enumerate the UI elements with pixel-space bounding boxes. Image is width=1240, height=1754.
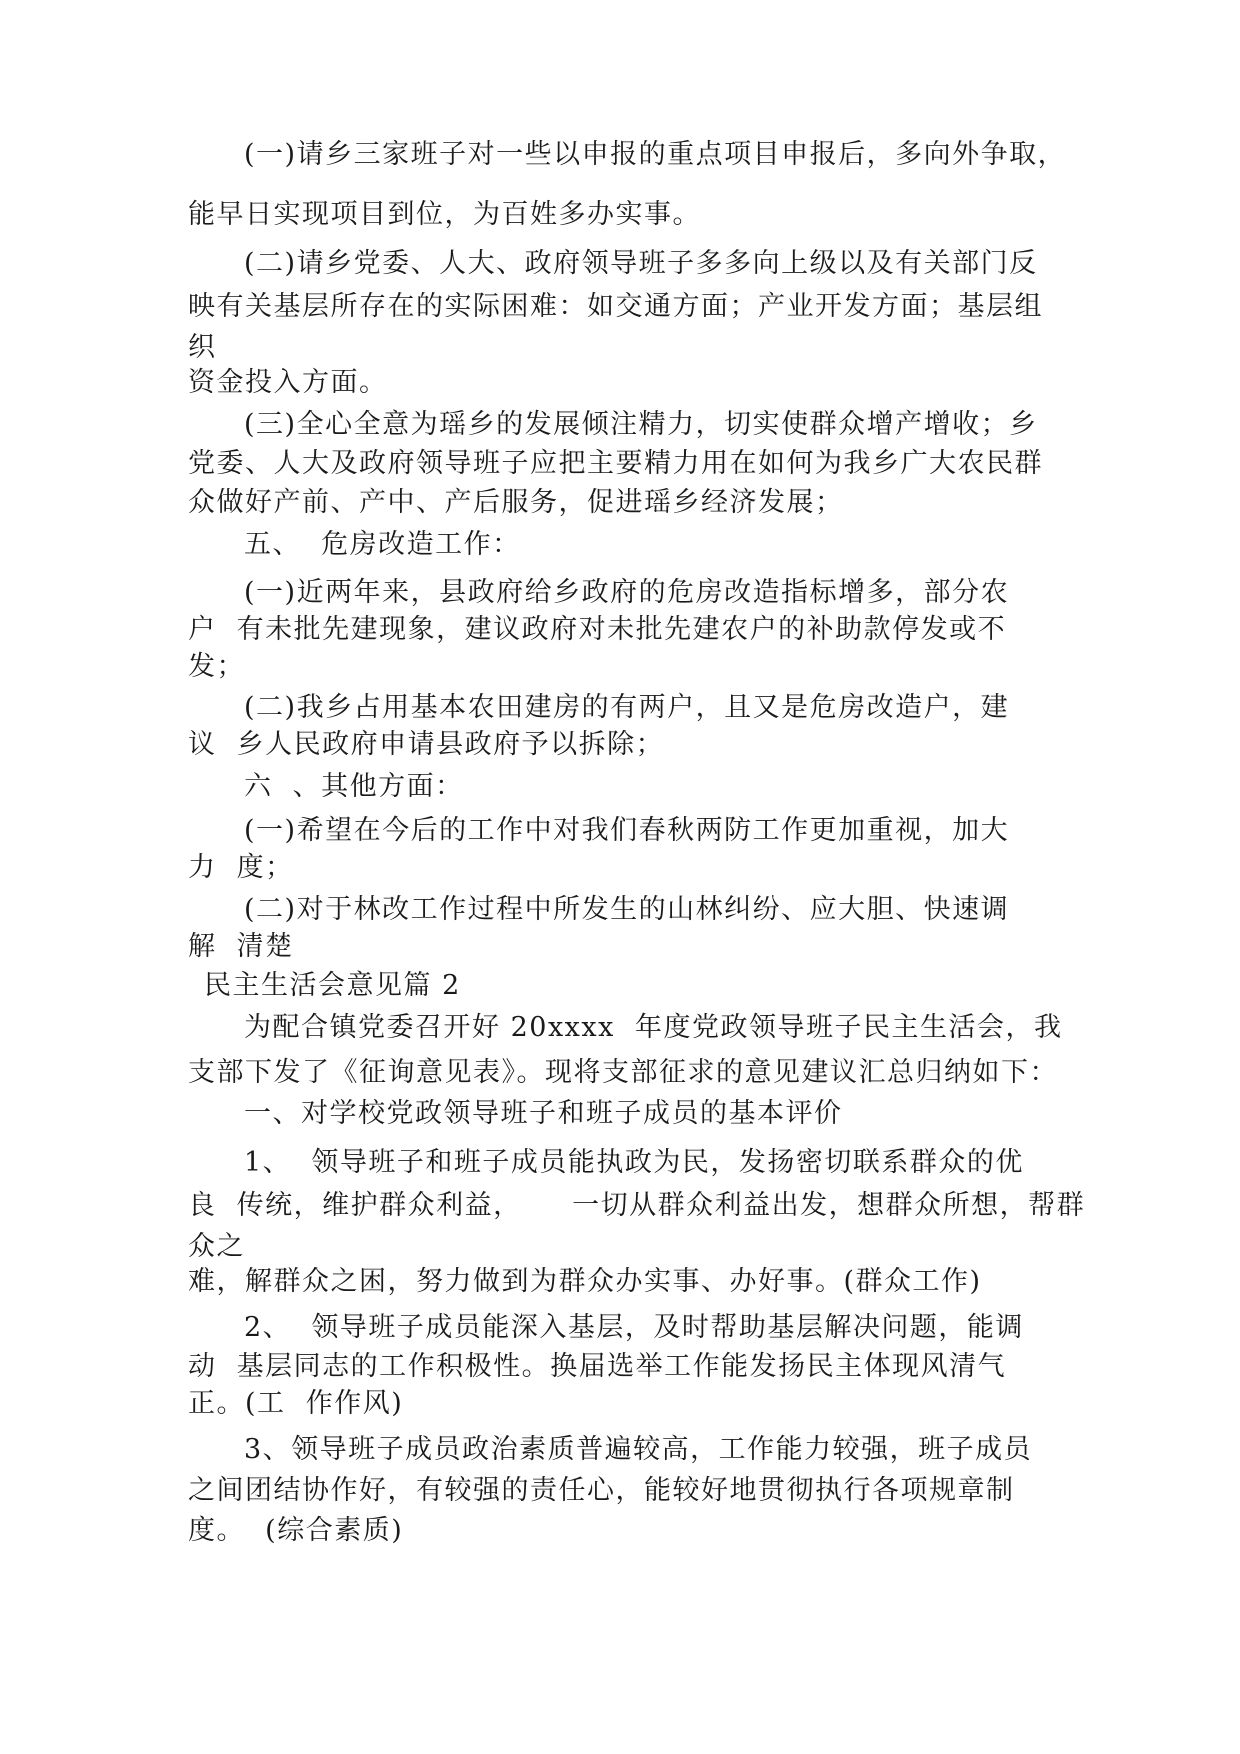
text-line: 3、领导班子成员政治素质普遍较高，工作能力较强，班子成员 bbox=[244, 1434, 1033, 1465]
text-line: 众做好产前、产中、产后服务，促进瑶乡经济发展； bbox=[188, 487, 844, 518]
text-line: 之间团结协作好，有较强的责任心，能较好地贯彻执行各项规章制 bbox=[188, 1475, 1015, 1506]
text-line: 良 传统，维护群众利益， 一切从群众利益出发，想群众所想，帮群 bbox=[188, 1190, 1086, 1221]
text-line: 解 清楚 bbox=[188, 931, 294, 962]
text-line: 力 度； bbox=[188, 852, 294, 883]
text-line: 2、 领导班子成员能深入基层，及时帮助基层解决问题，能调 bbox=[244, 1312, 1024, 1343]
text-line: (二)对于林改工作过程中所发生的山林纠纷、应大胆、快速调 bbox=[244, 894, 1010, 925]
text-line: 映有关基层所存在的实际困难：如交通方面；产业开发方面；基层组 bbox=[188, 291, 1043, 322]
text-line: (三)全心全意为瑶乡的发展倾注精力，切实使群众增产增收；乡 bbox=[244, 409, 1038, 440]
text-line: 能早日实现项目到位，为百姓多办实事。 bbox=[188, 199, 701, 230]
text-line: 正。(工 作作风) bbox=[188, 1388, 404, 1419]
text-line: (一)近两年来，县政府给乡政府的危房改造指标增多，部分农 bbox=[244, 577, 1010, 608]
text-line: 发； bbox=[188, 651, 245, 682]
text-line: 1、 领导班子和班子成员能执政为民，发扬密切联系群众的优 bbox=[244, 1147, 1024, 1178]
text-line: (二)请乡党委、人大、政府领导班子多多向上级以及有关部门反 bbox=[244, 248, 1038, 279]
text-line: 资金投入方面。 bbox=[188, 367, 388, 398]
section-heading: 一、对学校党政领导班子和班子成员的基本评价 bbox=[244, 1098, 843, 1129]
text-line: 众之 bbox=[188, 1231, 245, 1262]
text-line: 难，解群众之困，努力做到为群众办实事、办好事。(群众工作) bbox=[188, 1266, 982, 1297]
text-line: 议 乡人民政府申请县政府予以拆除； bbox=[188, 729, 665, 760]
section-heading: 六 、其他方面： bbox=[244, 771, 464, 802]
section-title: 民主生活会意见篇 2 bbox=[204, 970, 461, 1001]
text-line: (二)我乡占用基本农田建房的有两户，且又是危房改造户，建 bbox=[244, 692, 1010, 723]
text-line: 党委、人大及政府领导班子应把主要精力用在如何为我乡广大农民群 bbox=[188, 448, 1043, 479]
text-line: 动 基层同志的工作积极性。换届选举工作能发扬民主体现风清气 bbox=[188, 1351, 1007, 1382]
section-heading: 五、 危房改造工作： bbox=[244, 529, 521, 560]
text-line: 为配合镇党委召开好 20xxxx 年度党政领导班子民主生活会，我 bbox=[244, 1012, 1063, 1043]
text-line: 支部下发了《征询意见表》。现将支部征求的意见建议汇总归纳如下： bbox=[188, 1057, 1058, 1088]
text-line: 织 bbox=[188, 332, 217, 363]
text-line: (一)希望在今后的工作中对我们春秋两防工作更加重视，加大 bbox=[244, 815, 1010, 846]
text-line: 度。 (综合素质) bbox=[188, 1515, 404, 1546]
text-line: 户 有未批先建现象，建议政府对未批先建农户的补助款停发或不 bbox=[188, 614, 1007, 645]
text-line: (一)请乡三家班子对一些以申报的重点项目申报后，多向外争取， bbox=[244, 139, 1067, 170]
